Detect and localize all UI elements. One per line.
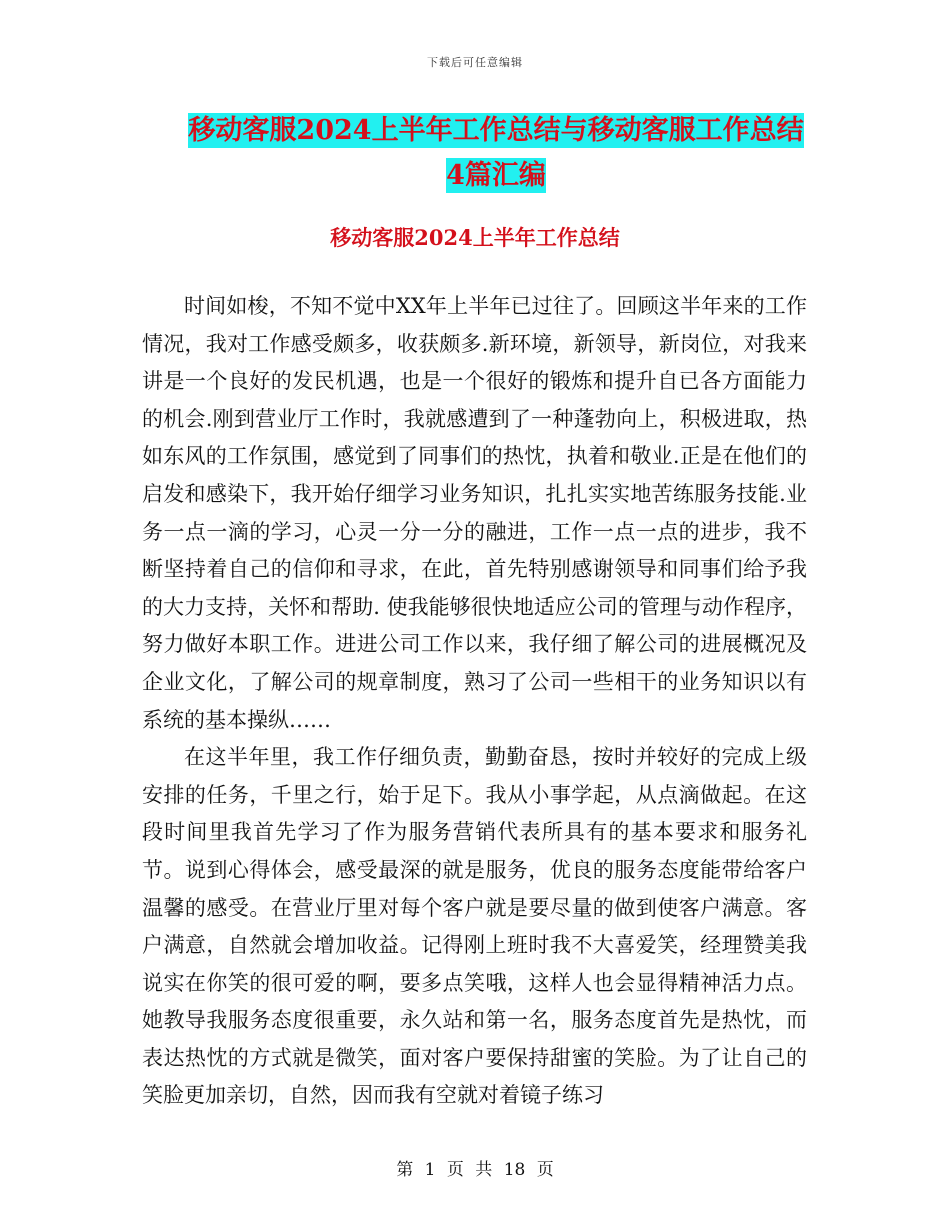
header-note: 下载后可任意编辑 — [427, 56, 523, 69]
page-footer: 第 1 页 共 18 页 — [396, 1160, 554, 1180]
paragraph-1: 时间如梭，不知不觉中XX年上半年已过往了。回顾这半年来的工作情况，我对工作感受颇多，收获颇多.新环境，新领导，新岗位，对我来讲是一个良好的发民机遇，也是一个很好的锻炼和提升自已各方面能力的机会.刚到营业厅工作时，我就感遭到了一种蓬勃向上，积极进取，热如东风的工作氛围，感觉到了同事们的热忱，执着和敬业.正是在他们的启发和感染下，我开始仔细学习业务知识，扎扎实实地苦练服务技能.业务一点一滴的学习，心灵一分一分的融进，工作一点一点的进步，我不断坚持着自己的信仰和寻求，在此，首先特别感谢领导和同事们给予我的大力支持，关怀和帮助. 使我能够很快地适应公司的管理与动作程序，努力做好本职工作。进进公司工作以来，我仔细了解公司的进展概况及企业文化，了解公司的规章制度，熟习了公司一些相干的业务知识以有系统的基本操纵…… — [142, 294, 807, 732]
document-title — [186, 108, 806, 198]
document-body — [142, 288, 807, 1115]
section-title: 移动客服2024上半年工作总结 — [330, 225, 620, 250]
paragraph-2: 在这半年里，我工作仔细负责，勤勤奋恳，按时并较好的完成上级安排的任务，千里之行，始于足下。我从小事学起，从点滴做起。在这段时间里我首先学习了作为服务营销代表所具有的基本要求和服务礼节。说到心得体会，感受最深的就是服务，优良的服务态度能带给客户温馨的感受。在营业厅里对每个客户就是要尽量的做到使客户满意。客户满意，自然就会增加收益。记得刚上班时我不大喜爱笑，经理赞美我说实在你笑的很可爱的啊，要多点笑哦，这样人也会显得精神活力点。她教导我服务态度很重要，永久站和第一名，服务态度首先是热忱，而表达热忱的方式就是微笑，面对客户要保持甜蜜的笑脸。为了让自己的笑脸更加亲切，自然，因而我有空就对着镜子练习 — [142, 745, 807, 1108]
document-title-text: 移动客服2024上半年工作总结与移动客服工作总结4篇汇编 — [188, 115, 804, 191]
